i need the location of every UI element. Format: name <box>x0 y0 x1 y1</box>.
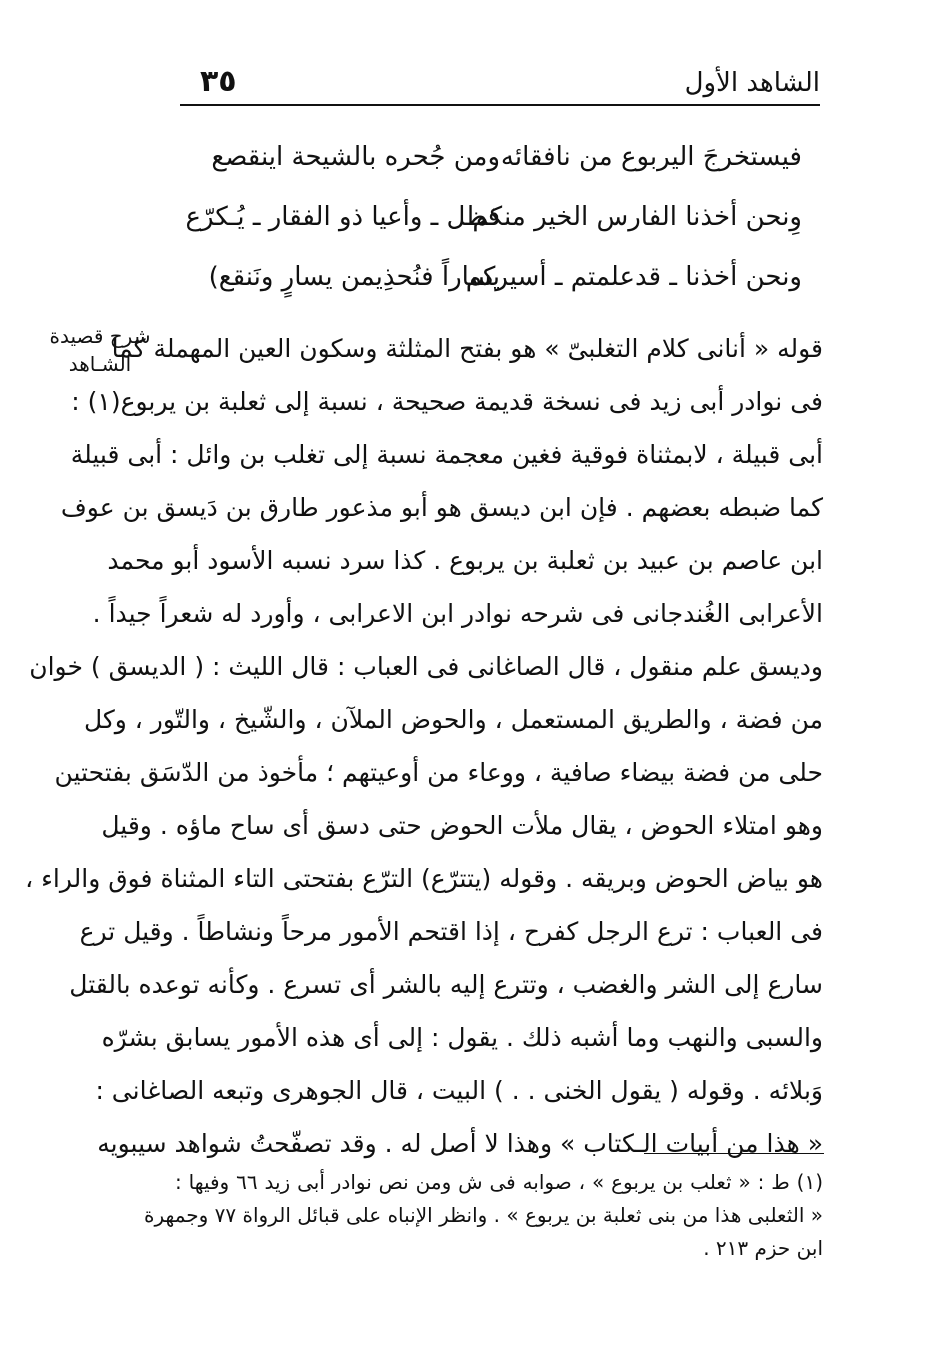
verse-first-hemistich: فيستخرجَ اليربوع من نافقائه <box>500 142 802 172</box>
page-number: ٣٥ <box>200 64 237 99</box>
verse-line <box>185 196 810 256</box>
footnote-line: (١) ط : « ثعلب بن يربوع » ، صوابه فى ش ومن نص نوادر أبى زيد ٦٦ وفيها : <box>175 1170 823 1194</box>
text-line: والسبى والنهب وما أشبه ذلك . يقول : إلى أى هذه الأمور يسابق بشرّه <box>101 1023 823 1052</box>
text-line: قوله « أنانى كلام التغلبىّ » هو بفتح المثلثة وسكون العين المهملة كما <box>111 334 823 363</box>
text-line: الأعرابى الغُندجانى فى شرحه نوادر ابن الاعرابى ، وأورد له شعراً جيداً . <box>92 599 823 628</box>
footnote-line: « الثعلبى هذا من بنى ثعلبة بن يربوع » . وانظر الإنباه على قبائل الرواة ٧٧ وجمهرة <box>143 1203 823 1227</box>
running-header <box>180 58 820 102</box>
verse-second-hemistich: يساراً فنُحذِيمن يسارٍ ونَنقع) <box>208 262 500 292</box>
text-line: « هذا من أبيات الـكتاب » وهذا لا أصل له . وقد تصفّحتُ شواهد سيبويه <box>97 1129 823 1158</box>
text-line: من فضة ، والطريق المستعمل ، والحوض الملآن ، والشّيخ ، والتّور ، وكل <box>83 705 823 734</box>
text-line: فى العباب : ترع الرجل كفرح ، إذا اقتحم الأمور مرحاً ونشاطاً . وقيل ترع <box>79 917 823 946</box>
text-line: فى نوادر أبى زيد فى نسخة قديمة صحيحة ، نسبة إلى ثعلبة بن يربوع(١) : <box>71 387 823 416</box>
text-line: وديسق علم منقول ، قال الصاغانى فى العباب : قال الليث : ( الديسق ) خوان <box>29 652 823 681</box>
text-line: سارع إلى الشر والغضب ، وتترع إليه بالشر أى تسرع . وكأنه توعده بالقتل <box>69 970 823 999</box>
verse-line <box>190 256 810 316</box>
text-line: ابن عاصم بن عبيد بن ثعلبة بن يربوع . كذا سرد نسبه الأسود أبو محمد <box>107 546 823 575</box>
footnote-line: ابن حزم ٢١٣ . <box>703 1236 823 1260</box>
chapter-title: الشاهد الأول <box>684 68 820 98</box>
verse-line <box>190 136 810 196</box>
text-line: أبى قبيلة ، لابمثناة فوقية فغين معجمة نسبة إلى تغلب بن وائل : أبى قبيلة <box>70 440 823 469</box>
text-line: وَبلائه . وقوله ( يقول الخنى . . ) البيت ، قال الجوهرى وتبعه الصاغانى : <box>95 1076 823 1105</box>
text-line: وهو امتلاء الحوض ، يقال ملأت الحوض حتى دسق أى ساح ماؤه . وقيل <box>101 811 823 840</box>
text-line: حلى من فضة بيضاء صافية ، ووعاء من أوعيتهم ؛ مأخوذ من الدّسَق بفتحتين <box>54 758 823 787</box>
header-rule <box>180 104 820 106</box>
footnote <box>143 1166 823 1265</box>
verse-first-hemistich: وِنحن أخذنا الفارس الخير منكم <box>472 202 802 232</box>
margin-note-line: شرح قصيدة <box>49 324 151 348</box>
verse-second-hemistich: ومن جُحره بالشيحة اينقصع <box>211 142 500 172</box>
text-line: كما ضبطه بعضهم . فإن ابن ديسق هو أبو مذعور طارق بن دَيسق بن عوف <box>60 493 823 522</box>
verse-second-hemistich: فظل ـ وأعيا ذو الفقار ـ يُـكرّع <box>185 202 500 232</box>
verse-first-hemistich: ونحن أخذنا ـ قدعلمتم ـ أسيركم <box>465 262 802 292</box>
poem-verses <box>185 136 810 316</box>
footnote-rule <box>644 1153 824 1154</box>
text-line: هو بياض الحوض وبريقه . وقوله (يتترّع) الترّع بفتحتى التاء المثناة فوق والراء ، <box>25 864 823 893</box>
margin-note-line: الشـاهد <box>68 352 132 376</box>
